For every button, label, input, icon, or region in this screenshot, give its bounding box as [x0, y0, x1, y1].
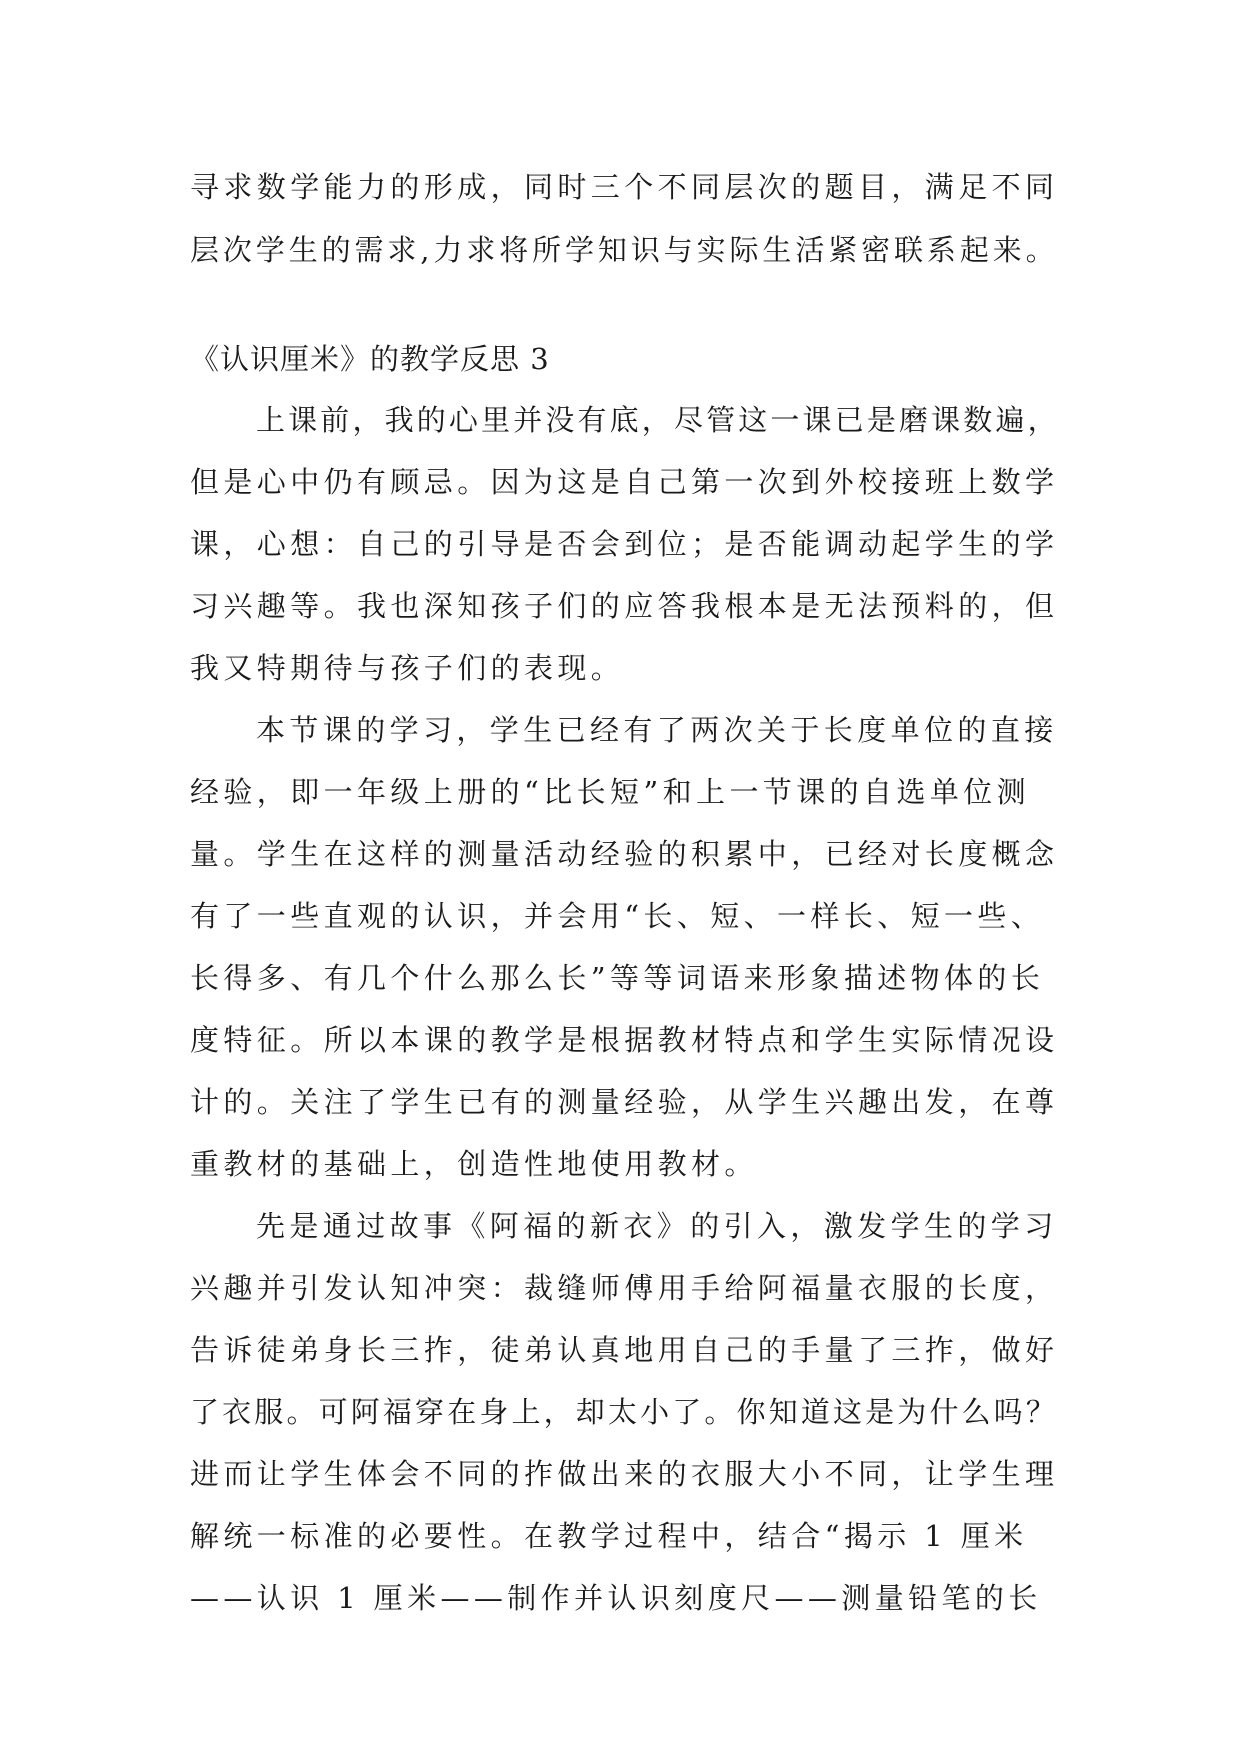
paragraph-line: 本节课的学习，学生已经有了两次关于长度单位的直接	[256, 713, 1058, 747]
paragraph-line: 兴趣并引发认知冲突：裁缝师傅用手给阿福量衣服的长度，	[190, 1271, 1059, 1305]
paragraph-line: 层次学生的需求,力求将所学知识与实际生活紧密联系起来。	[190, 233, 1059, 267]
paragraph-line: 有了一些直观的认识，并会用“长、短、一样长、短一些、	[190, 899, 1045, 933]
paragraph-line: 解统一标准的必要性。在教学过程中，结合“揭示 1 厘米	[190, 1519, 1028, 1553]
paragraph-line: 我又特期待与孩子们的表现。	[190, 651, 625, 685]
paragraph-line: 量。学生在这样的测量活动经验的积累中，已经对长度概念	[190, 837, 1059, 871]
paragraph-line: 寻求数学能力的形成，同时三个不同层次的题目，满足不同	[190, 170, 1059, 204]
paragraph-line: 重教材的基础上，创造性地使用教材。	[190, 1147, 758, 1181]
paragraph-line: 课，心想：自己的引导是否会到位；是否能调动起学生的学	[190, 527, 1059, 561]
paragraph-line: 经验，即一年级上册的“比长短”和上一节课的自选单位测	[190, 775, 1031, 809]
paragraph-line: 习兴趣等。我也深知孩子们的应答我根本是无法预料的，但	[190, 589, 1059, 623]
paragraph-line: 上课前，我的心里并没有底，尽管这一课已是磨课数遍，	[256, 403, 1060, 437]
paragraph-line: 告诉徒弟身长三拃，徒弟认真地用自己的手量了三拃，做好	[190, 1333, 1059, 1367]
paragraph-line: 了衣服。可阿福穿在身上，却太小了。你知道这是为什么吗？	[190, 1395, 1059, 1429]
paragraph-line: 先是通过故事《阿福的新衣》的引入，激发学生的学习	[256, 1209, 1058, 1243]
section-heading: 《认识厘米》的教学反思 3	[190, 342, 550, 376]
paragraph-line: 但是心中仍有顾忌。因为这是自己第一次到外校接班上数学	[190, 465, 1059, 499]
paragraph-line: 度特征。所以本课的教学是根据教材特点和学生实际情况设	[190, 1023, 1059, 1057]
paragraph-line: 进而让学生体会不同的拃做出来的衣服大小不同，让学生理	[190, 1457, 1059, 1491]
paragraph-line: 长得多、有几个什么那么长”等等词语来形象描述物体的长	[190, 961, 1045, 995]
paragraph-line: 计的。关注了学生已有的测量经验，从学生兴趣出发，在尊	[190, 1085, 1059, 1119]
paragraph-line: ——认识 1 厘米——制作并认识刻度尺——测量铅笔的长	[190, 1581, 1042, 1615]
